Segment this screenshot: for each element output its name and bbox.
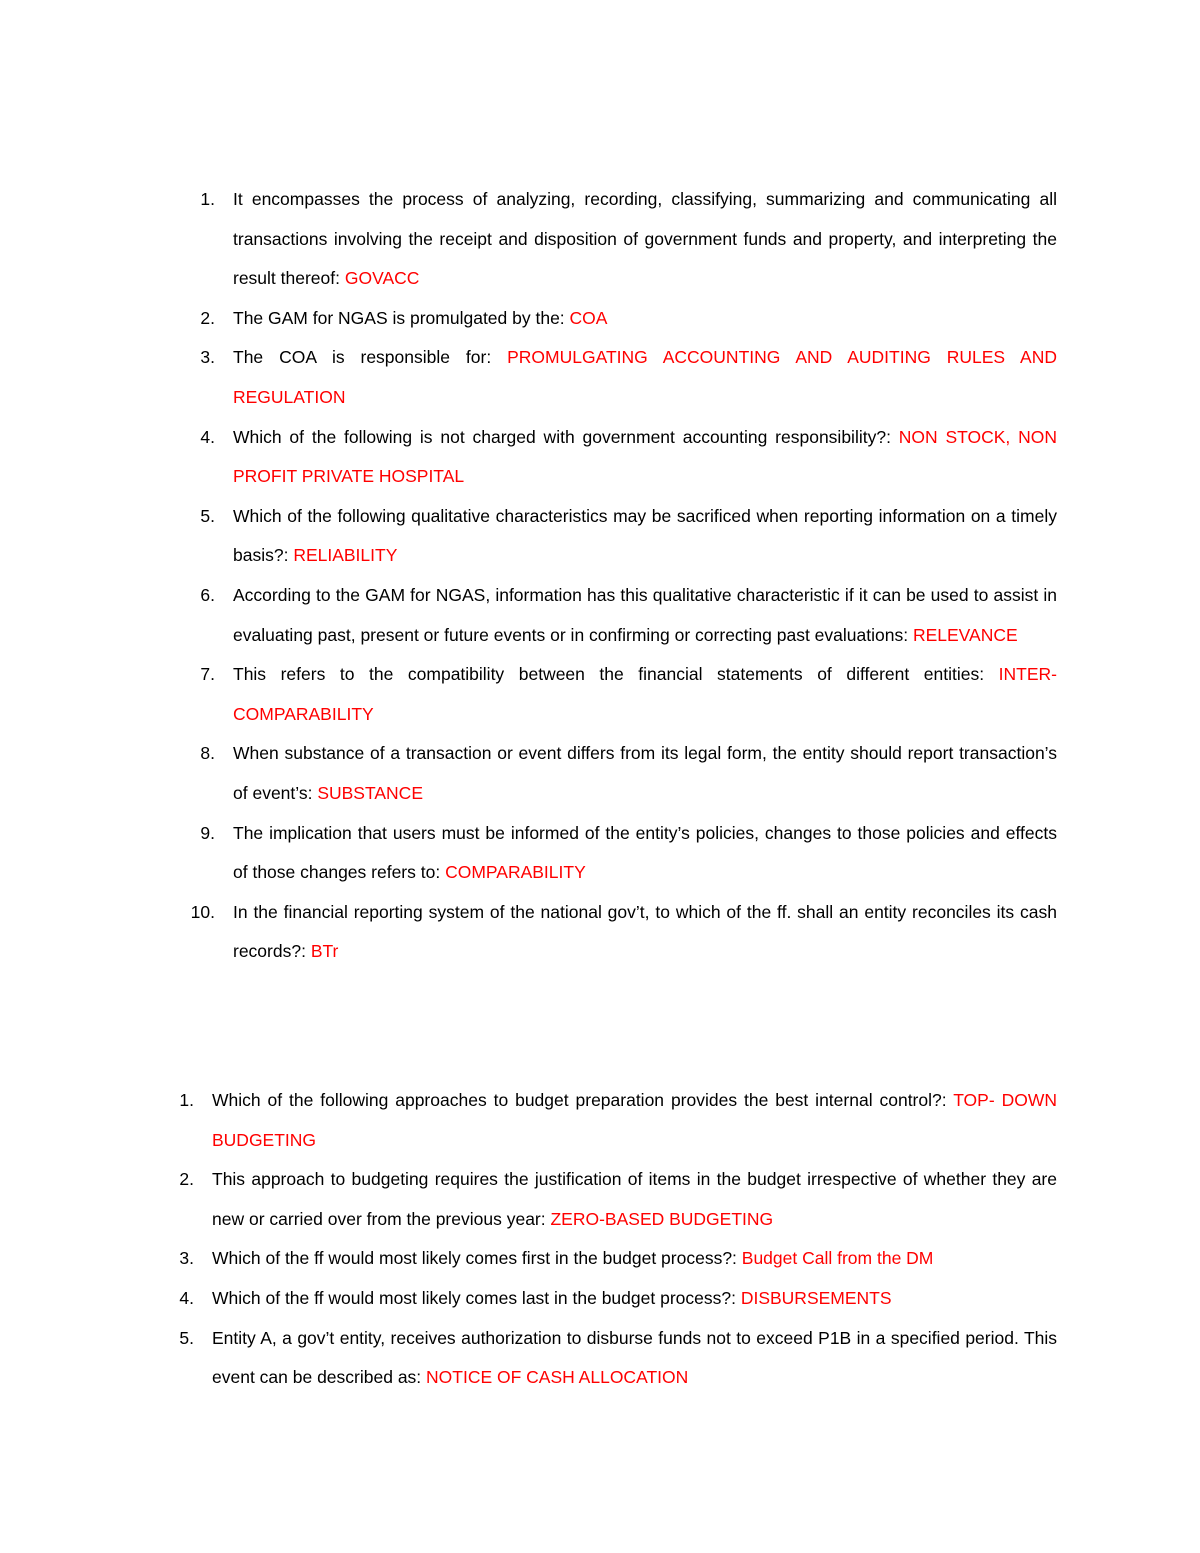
answer-text: PROMULGATING ACCOUNTING AND AUDITING RULES AND REGULATION xyxy=(233,347,1057,407)
list-item xyxy=(200,338,1057,417)
answer-text: GOVACC xyxy=(344,268,420,289)
answer-text: RELIABILITY xyxy=(293,545,398,566)
answer-text: NOTICE OF CASH ALLOCATION xyxy=(426,1367,689,1388)
question-text: The implication that users must be informed of the entity’s policies, changes to those policies and effects of those changes refers to: xyxy=(233,822,1057,883)
question-text: The COA is responsible for: xyxy=(233,347,508,368)
item-number: 3. xyxy=(179,1248,194,1269)
question-text: Which of the following approaches to budget preparation provides the best internal control?: xyxy=(212,1090,954,1110)
list-item xyxy=(179,1081,1057,1160)
answer-text: TOP- DOWN BUDGETING xyxy=(212,1090,1057,1150)
item-number: 4. xyxy=(200,426,215,447)
list-item xyxy=(200,180,1057,299)
item-number: 1. xyxy=(179,1090,194,1110)
item-number: 4. xyxy=(179,1287,194,1308)
list-item xyxy=(200,299,1057,339)
list-item xyxy=(190,893,1057,972)
list-item xyxy=(200,418,1057,497)
question-text: Which of the following is not charged with government accounting responsibility?: xyxy=(233,426,899,447)
answer-text: ZERO-BASED BUDGETING xyxy=(550,1208,774,1229)
question-text: When substance of a transaction or event differs from its legal form, the entity should report transaction’s of event’s: xyxy=(233,743,1057,803)
list-item xyxy=(200,655,1057,734)
answer-text: BTr xyxy=(310,941,339,962)
item-number: 10. xyxy=(190,901,215,922)
question-text: Which of the ff would most likely comes first in the budget process?: xyxy=(212,1248,742,1269)
list-item xyxy=(200,576,1057,655)
list-item xyxy=(200,497,1057,576)
question-text: It encompasses the process of analyzing, recording, classifying, summarizing and communicating all transactions involving the receipt and disposition of government funds and property, and interpreting the result thereof: xyxy=(233,189,1057,289)
answer-text: COA xyxy=(569,307,608,328)
item-number: 5. xyxy=(200,505,215,526)
answer-text: INTER-COMPARABILITY xyxy=(233,664,1057,724)
list-item xyxy=(179,1319,1057,1398)
item-number: 6. xyxy=(200,584,215,605)
question-text: This approach to budgeting requires the justification of items in the budget irrespective of whether they are new or carried over from the previous year: xyxy=(212,1169,1057,1229)
item-number: 9. xyxy=(200,822,215,843)
item-number: 3. xyxy=(200,347,215,368)
answer-text: RELEVANCE xyxy=(912,624,1018,645)
item-number: 8. xyxy=(200,743,215,764)
answer-text: NON STOCK, NON PROFIT PRIVATE HOSPITAL xyxy=(233,426,1057,487)
list-item xyxy=(200,814,1057,893)
question-text: According to the GAM for NGAS, information has this qualitative characteristic if it can be used to assist in evaluating past, present or future events or in confirming or correcting past evaluations: xyxy=(233,584,1057,645)
answer-text: COMPARABILITY xyxy=(445,862,586,883)
question-text: This refers to the compatibility between the financial statements of different entities: xyxy=(233,664,999,685)
item-number: 1. xyxy=(200,189,215,209)
list-item xyxy=(179,1239,1057,1279)
list-item xyxy=(179,1279,1057,1319)
question-text: The GAM for NGAS is promulgated by the: xyxy=(233,307,570,328)
item-number: 7. xyxy=(200,664,215,685)
list-item xyxy=(179,1160,1057,1239)
question-list-accounting xyxy=(190,180,1057,972)
question-text: In the financial reporting system of the national gov’t, to which of the ff. shall an entity reconciles its cash records?: xyxy=(233,901,1057,962)
answer-text: DISBURSEMENTS xyxy=(740,1287,892,1308)
question-text: Which of the following qualitative characteristics may be sacrificed when reporting information on a timely basis?: xyxy=(233,505,1057,566)
item-number: 2. xyxy=(179,1169,194,1190)
question-list-budgeting xyxy=(179,1081,1057,1398)
item-number: 5. xyxy=(179,1327,194,1348)
list-item xyxy=(200,734,1057,813)
answer-text: SUBSTANCE xyxy=(317,782,423,803)
answer-text: Budget Call from the DM xyxy=(741,1248,934,1269)
question-text: Which of the ff would most likely comes last in the budget process?: xyxy=(212,1287,741,1308)
item-number: 2. xyxy=(200,307,215,328)
question-text: Entity A, a gov’t entity, receives authorization to disburse funds not to exceed P1B in a specified period. This event can be described as: xyxy=(212,1327,1057,1388)
